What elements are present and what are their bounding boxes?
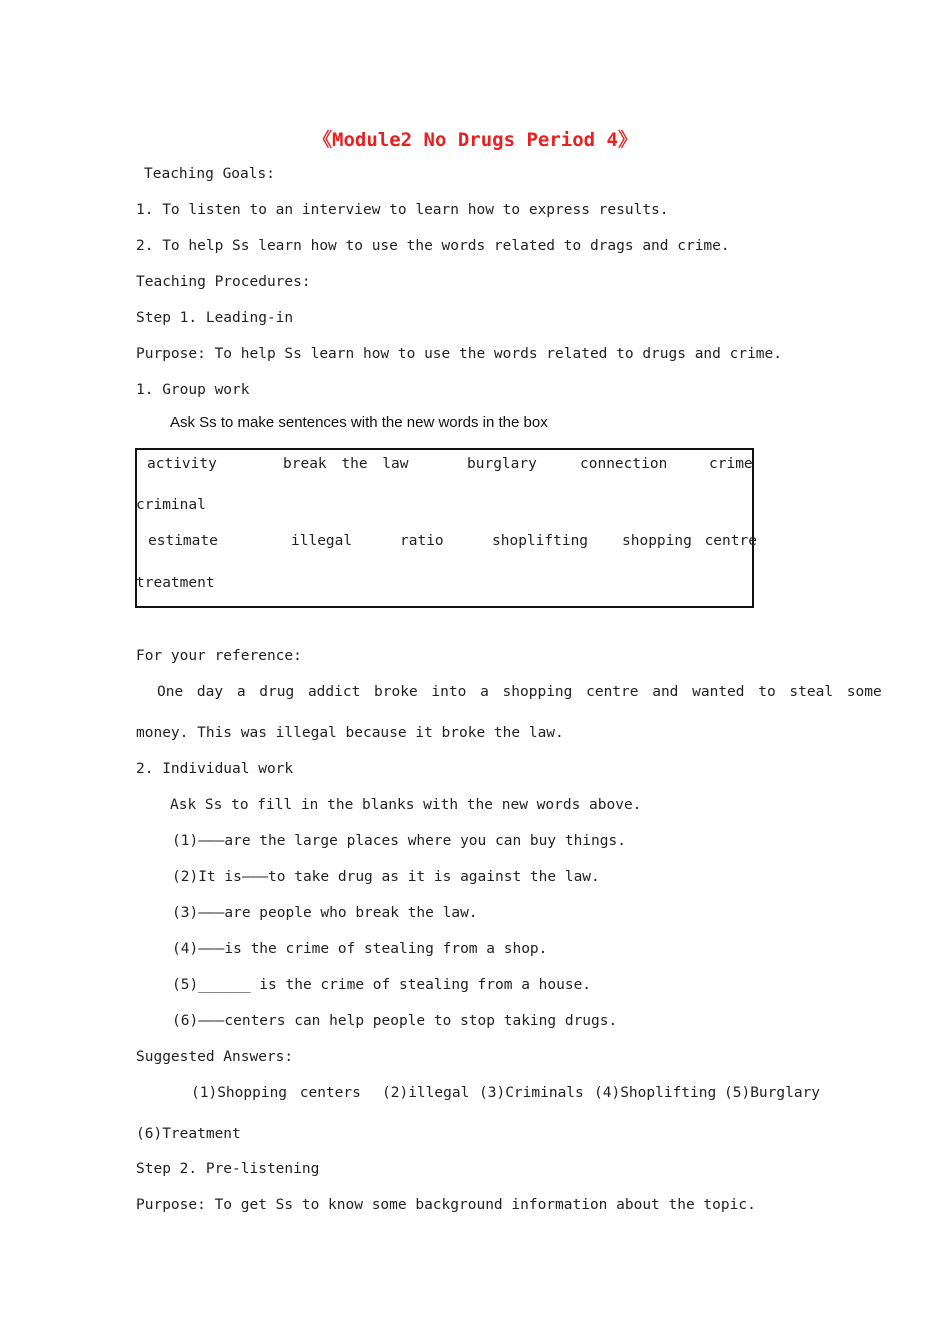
answer-item: (4)Shoplifting (594, 1085, 717, 1101)
box-word: break the law (283, 456, 409, 472)
box-word: burglary (467, 456, 537, 472)
step1-heading: Step 1. Leading-in (136, 310, 294, 326)
box-word: illegal (291, 533, 353, 549)
box-word: estimate (148, 533, 218, 549)
blank-item: (6)———centers can help people to stop taking drugs. (172, 1013, 618, 1029)
box-word: criminal (136, 497, 206, 513)
box-word: shoplifting (492, 533, 589, 549)
blank-item: (5)______ is the crime of stealing from a house. (172, 977, 592, 993)
box-instruction: Ask Ss to make sentences with the new words in the box (170, 414, 548, 431)
answer-item: (3)Criminals (479, 1085, 584, 1101)
fill-instruction: Ask Ss to fill in the blanks with the new words above. (170, 797, 642, 813)
answer-item: (6)Treatment (136, 1126, 241, 1142)
goals-heading: Teaching Goals: (144, 166, 275, 182)
document-title: 《Module2 No Drugs Period 4》 (313, 129, 637, 151)
blank-item: (1)———are the large places where you can buy things. (172, 833, 626, 849)
blank-item: (2)It is———to take drug as it is against the law. (172, 869, 600, 885)
box-word: connection (580, 456, 668, 472)
box-word: ratio (400, 533, 444, 549)
box-word: treatment (136, 575, 215, 591)
individual-work-heading: 2. Individual work (136, 761, 294, 777)
box-word: crime (709, 456, 753, 472)
step2-heading: Step 2. Pre-listening (136, 1161, 320, 1177)
reference-line: money. This was illegal because it broke the law. (136, 725, 564, 741)
box-word: activity (147, 456, 217, 472)
procedures-heading: Teaching Procedures: (136, 274, 311, 290)
answer-item: (1)Shopping centers (191, 1085, 361, 1101)
reference-heading: For your reference: (136, 648, 302, 664)
goal-item: 1. To listen to an interview to learn how to express results. (136, 202, 669, 218)
step2-purpose: Purpose: To get Ss to know some background information about the topic. (136, 1197, 756, 1213)
reference-line: One day a drug addict broke into a shopping centre and wanted to steal some (157, 684, 882, 700)
group-work-heading: 1. Group work (136, 382, 250, 398)
answer-item: (2)illegal (382, 1085, 470, 1101)
box-word: shopping centre (622, 533, 757, 549)
blank-item: (3)———are people who break the law. (172, 905, 478, 921)
blank-item: (4)———is the crime of stealing from a shop. (172, 941, 548, 957)
step1-purpose: Purpose: To help Ss learn how to use the words related to drugs and crime. (136, 346, 783, 362)
answer-item: (5)Burglary (724, 1085, 821, 1101)
goal-item: 2. To help Ss learn how to use the words related to drags and crime. (136, 238, 730, 254)
answers-heading: Suggested Answers: (136, 1049, 294, 1065)
